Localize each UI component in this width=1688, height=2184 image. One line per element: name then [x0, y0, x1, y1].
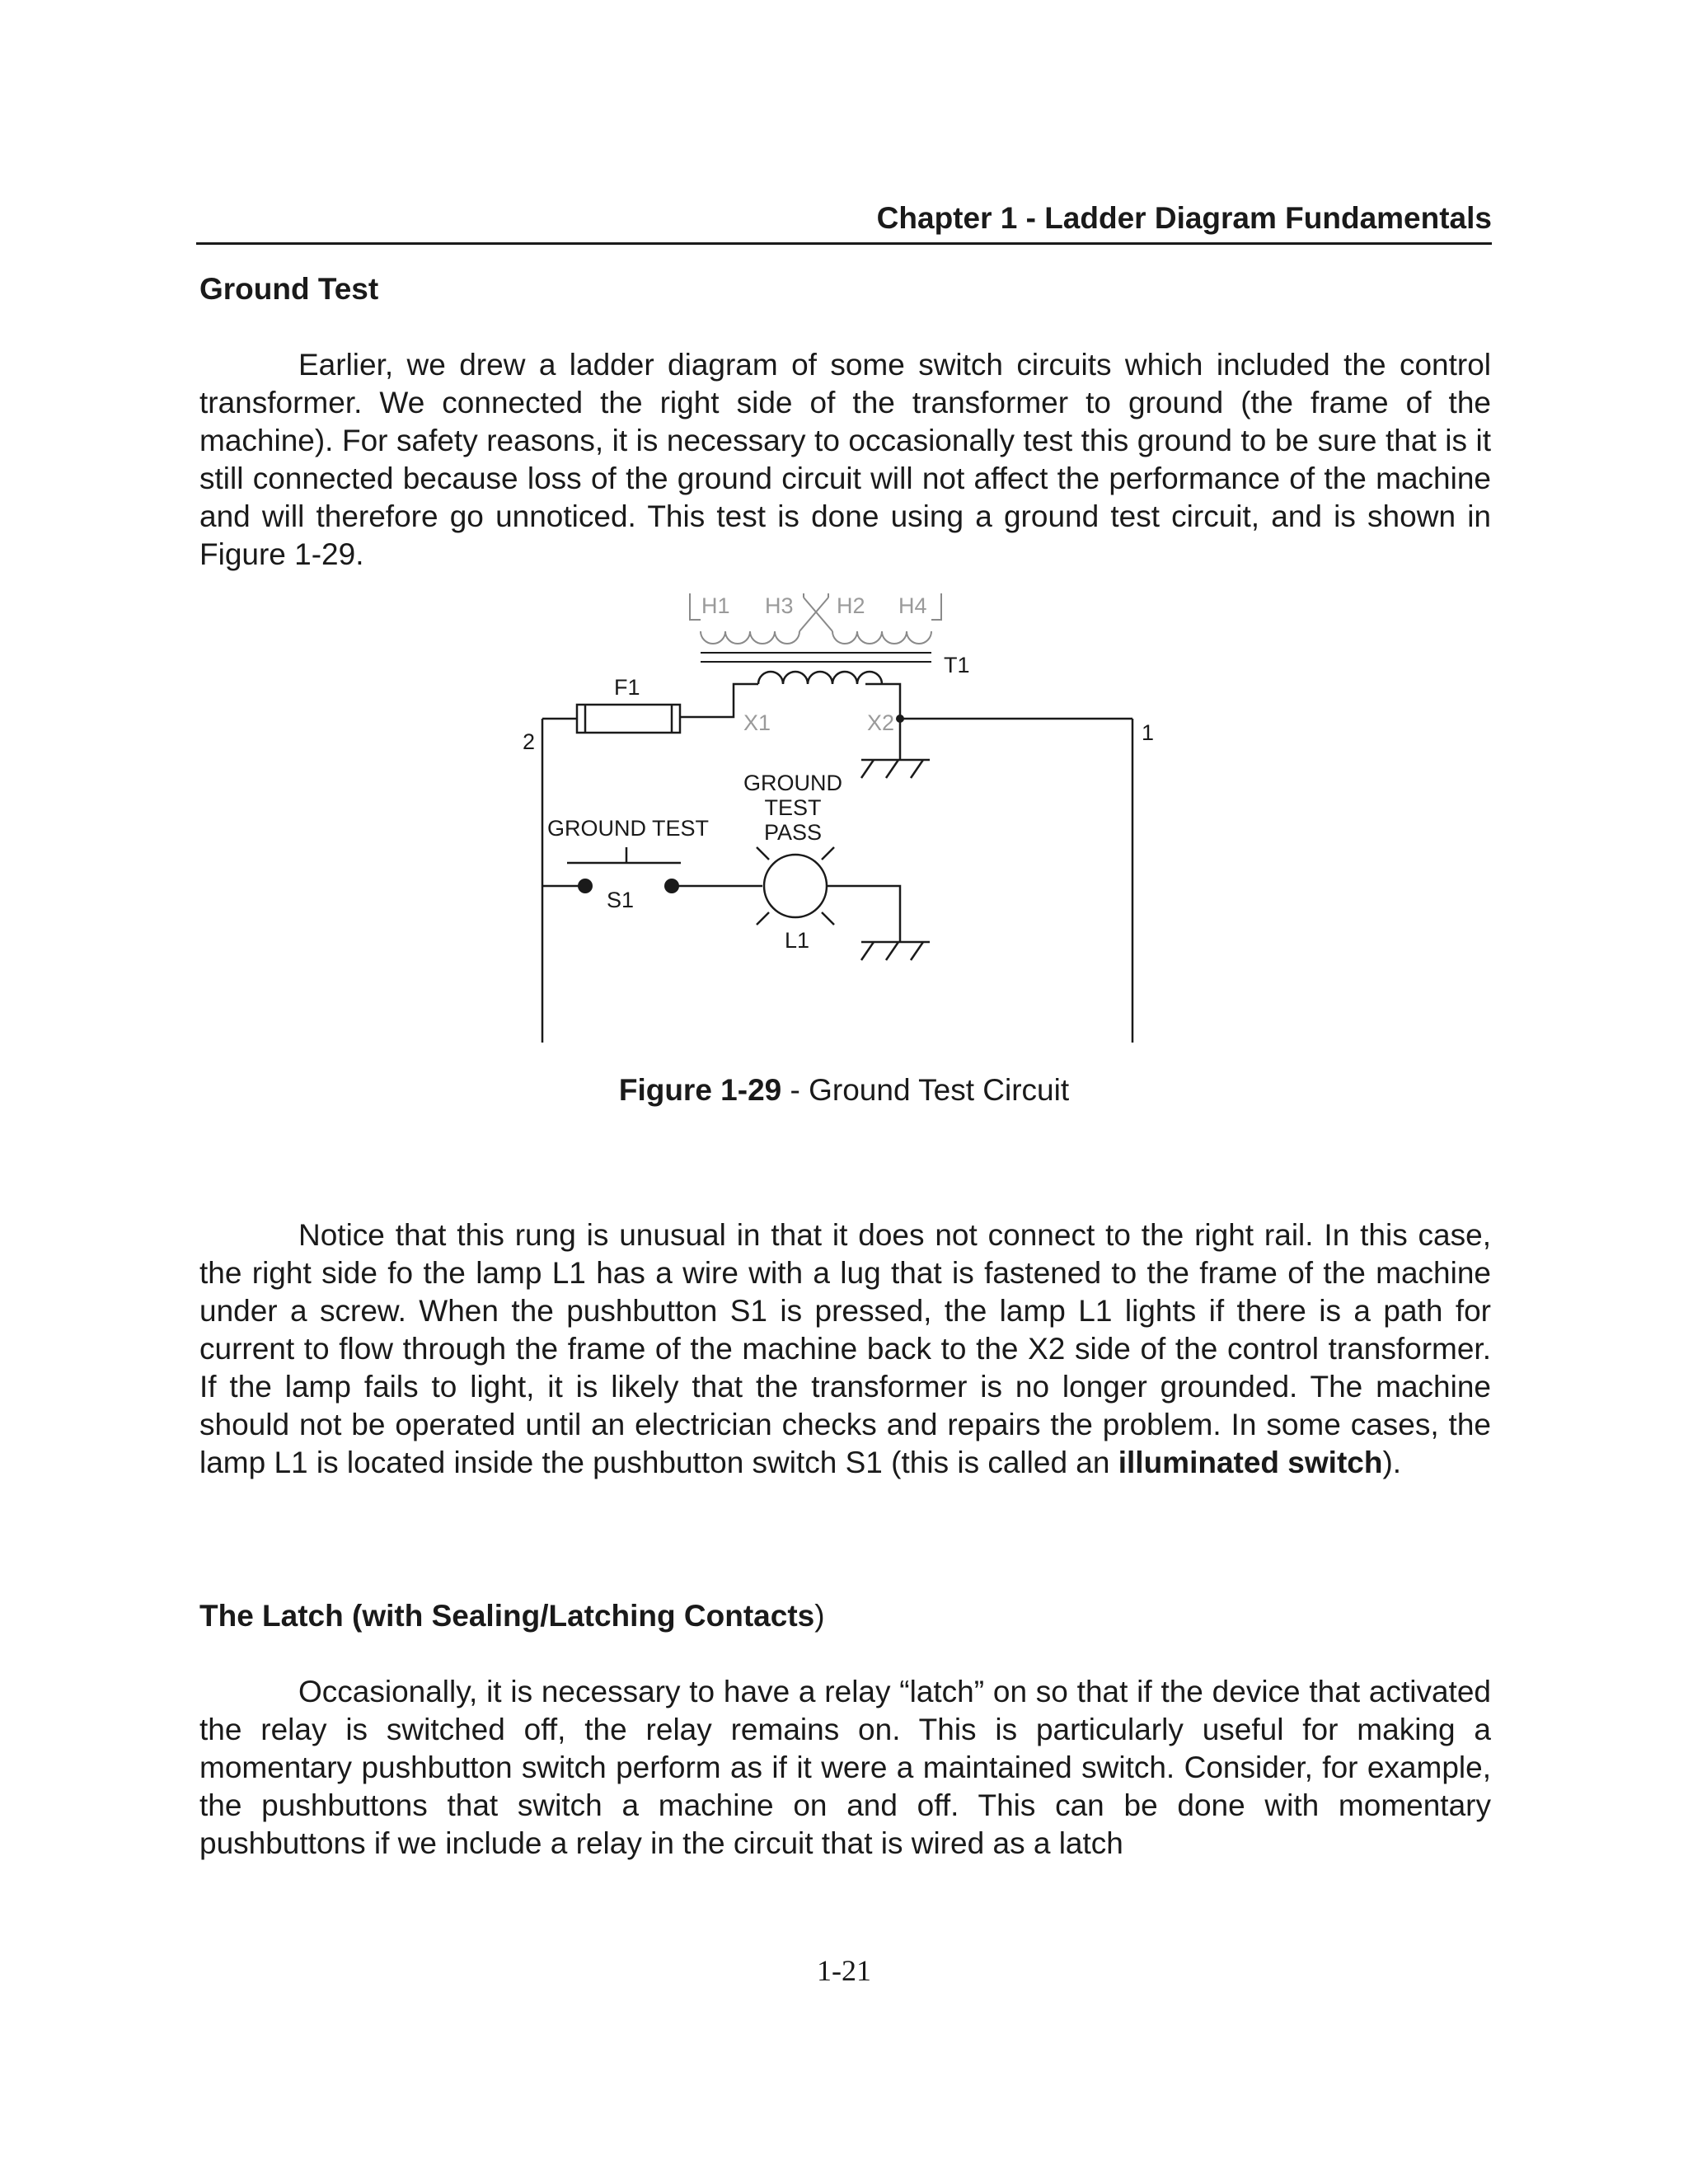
lamp-ground-hatch-2	[886, 942, 898, 960]
section-heading-latch	[199, 1597, 825, 1635]
lamp-ray-lr	[822, 912, 834, 925]
explanation-text: Notice that this rung is unusual in that it does not connect to the right rail. In this case, the right side fo the lamp L1 has a wire with a lug that is fastened to the frame of the machine under a screw. When the pushbutton S1 is pressed, the lamp L1 lights if there is a path for current to flow through the frame of the machine back to the X2 side of the control transformer. If the lamp fails to light, it is likely that the transformer is no longer grounded. The machine should not be operated until an electrician checks and repairs the problem. In some cases, the lamp L1 is located inside the pushbutton switch S1 (this is called an	[199, 1218, 1491, 1479]
page-number: 1-21	[817, 1954, 871, 1987]
primary-winding-left	[701, 631, 799, 644]
x2-ground-hatch-1	[861, 760, 874, 778]
x2-ground-hatch-3	[911, 760, 923, 778]
s1-contact-right	[664, 879, 679, 893]
secondary-winding	[758, 672, 882, 684]
illuminated-switch-term: illuminated switch	[1118, 1446, 1383, 1479]
primary-cross-b	[804, 598, 832, 631]
primary-winding-right	[832, 631, 931, 644]
label-ground-test: GROUND TEST	[547, 816, 710, 841]
label-ground-test-pass-2: TEST	[764, 795, 822, 820]
explanation-text-end: ).	[1382, 1446, 1402, 1479]
lamp-ground-hatch-1	[861, 942, 874, 960]
figure-caption-text: - Ground Test Circuit	[781, 1073, 1070, 1107]
fuse-f1	[577, 705, 680, 733]
label-s1: S1	[607, 888, 635, 912]
lamp-to-ground-wire	[827, 886, 900, 942]
label-x1: X1	[743, 710, 771, 735]
lamp-ground-hatch-3	[911, 942, 923, 960]
label-t1: T1	[944, 653, 970, 677]
chapter-header: Chapter 1 - Ladder Diagram Fundamentals	[196, 199, 1492, 245]
label-ground-test-pass-1: GROUND	[743, 771, 842, 795]
x2-junction-dot	[896, 715, 904, 723]
label-f1: F1	[614, 675, 640, 700]
label-x2: X2	[867, 710, 895, 735]
lamp-ray-ul	[757, 847, 769, 860]
x2-ground-hatch-2	[886, 760, 898, 778]
latch-heading-bold: The Latch (with Sealing/Latching Contacts	[199, 1599, 815, 1633]
lamp-ray-ur	[822, 847, 834, 860]
ground-test-paragraph: Earlier, we drew a ladder diagram of some switch circuits which included the control transformer. We connected the right side of the transformer to ground (the frame of the machine). For safety reasons, it is necessary to occasionally test this ground to be sure that is it still connected because loss of the ground circuit will not affect the performance of the machine and will therefore go unnoticed. This test is done using a ground test circuit, and is shown in Figure 1-29.	[199, 348, 1491, 571]
latch-heading-end: )	[814, 1599, 825, 1633]
ground-test-explanation-paragraph	[199, 1216, 1491, 1482]
latch-paragraph: Occasionally, it is necessary to have a relay “latch” on so that if the device that activated the relay is switched off, the relay remains on. This is particularly useful for making a momentary pushbutton switch perform as if it were a maintained switch. Consider, for example, the pushbuttons that switch a machine on and off. This can be done with momentary pushbuttons if we include a relay in the circuit that is wired as a latch	[199, 1675, 1491, 1860]
label-ground-test-pass-3: PASS	[763, 820, 823, 845]
label-h1: H1	[701, 593, 730, 618]
primary-lead-h1	[690, 593, 701, 620]
figure-caption	[0, 1071, 1688, 1109]
label-rail-left: 2	[523, 729, 536, 754]
label-h2: H2	[837, 593, 865, 618]
primary-lead-h4	[931, 593, 941, 620]
label-h3: H3	[765, 593, 794, 618]
label-l1: L1	[785, 928, 810, 953]
lamp-ray-ll	[757, 912, 769, 925]
ground-test-circuit-diagram	[0, 0, 1688, 1071]
primary-cross-a	[799, 598, 828, 631]
lamp-l1	[764, 855, 827, 917]
s1-contact-left	[578, 879, 593, 893]
label-rail-right: 1	[1142, 720, 1155, 745]
figure-caption-number: Figure 1-29	[618, 1073, 782, 1107]
section-heading-ground-test: Ground Test	[199, 272, 379, 306]
label-h4: H4	[898, 593, 927, 618]
